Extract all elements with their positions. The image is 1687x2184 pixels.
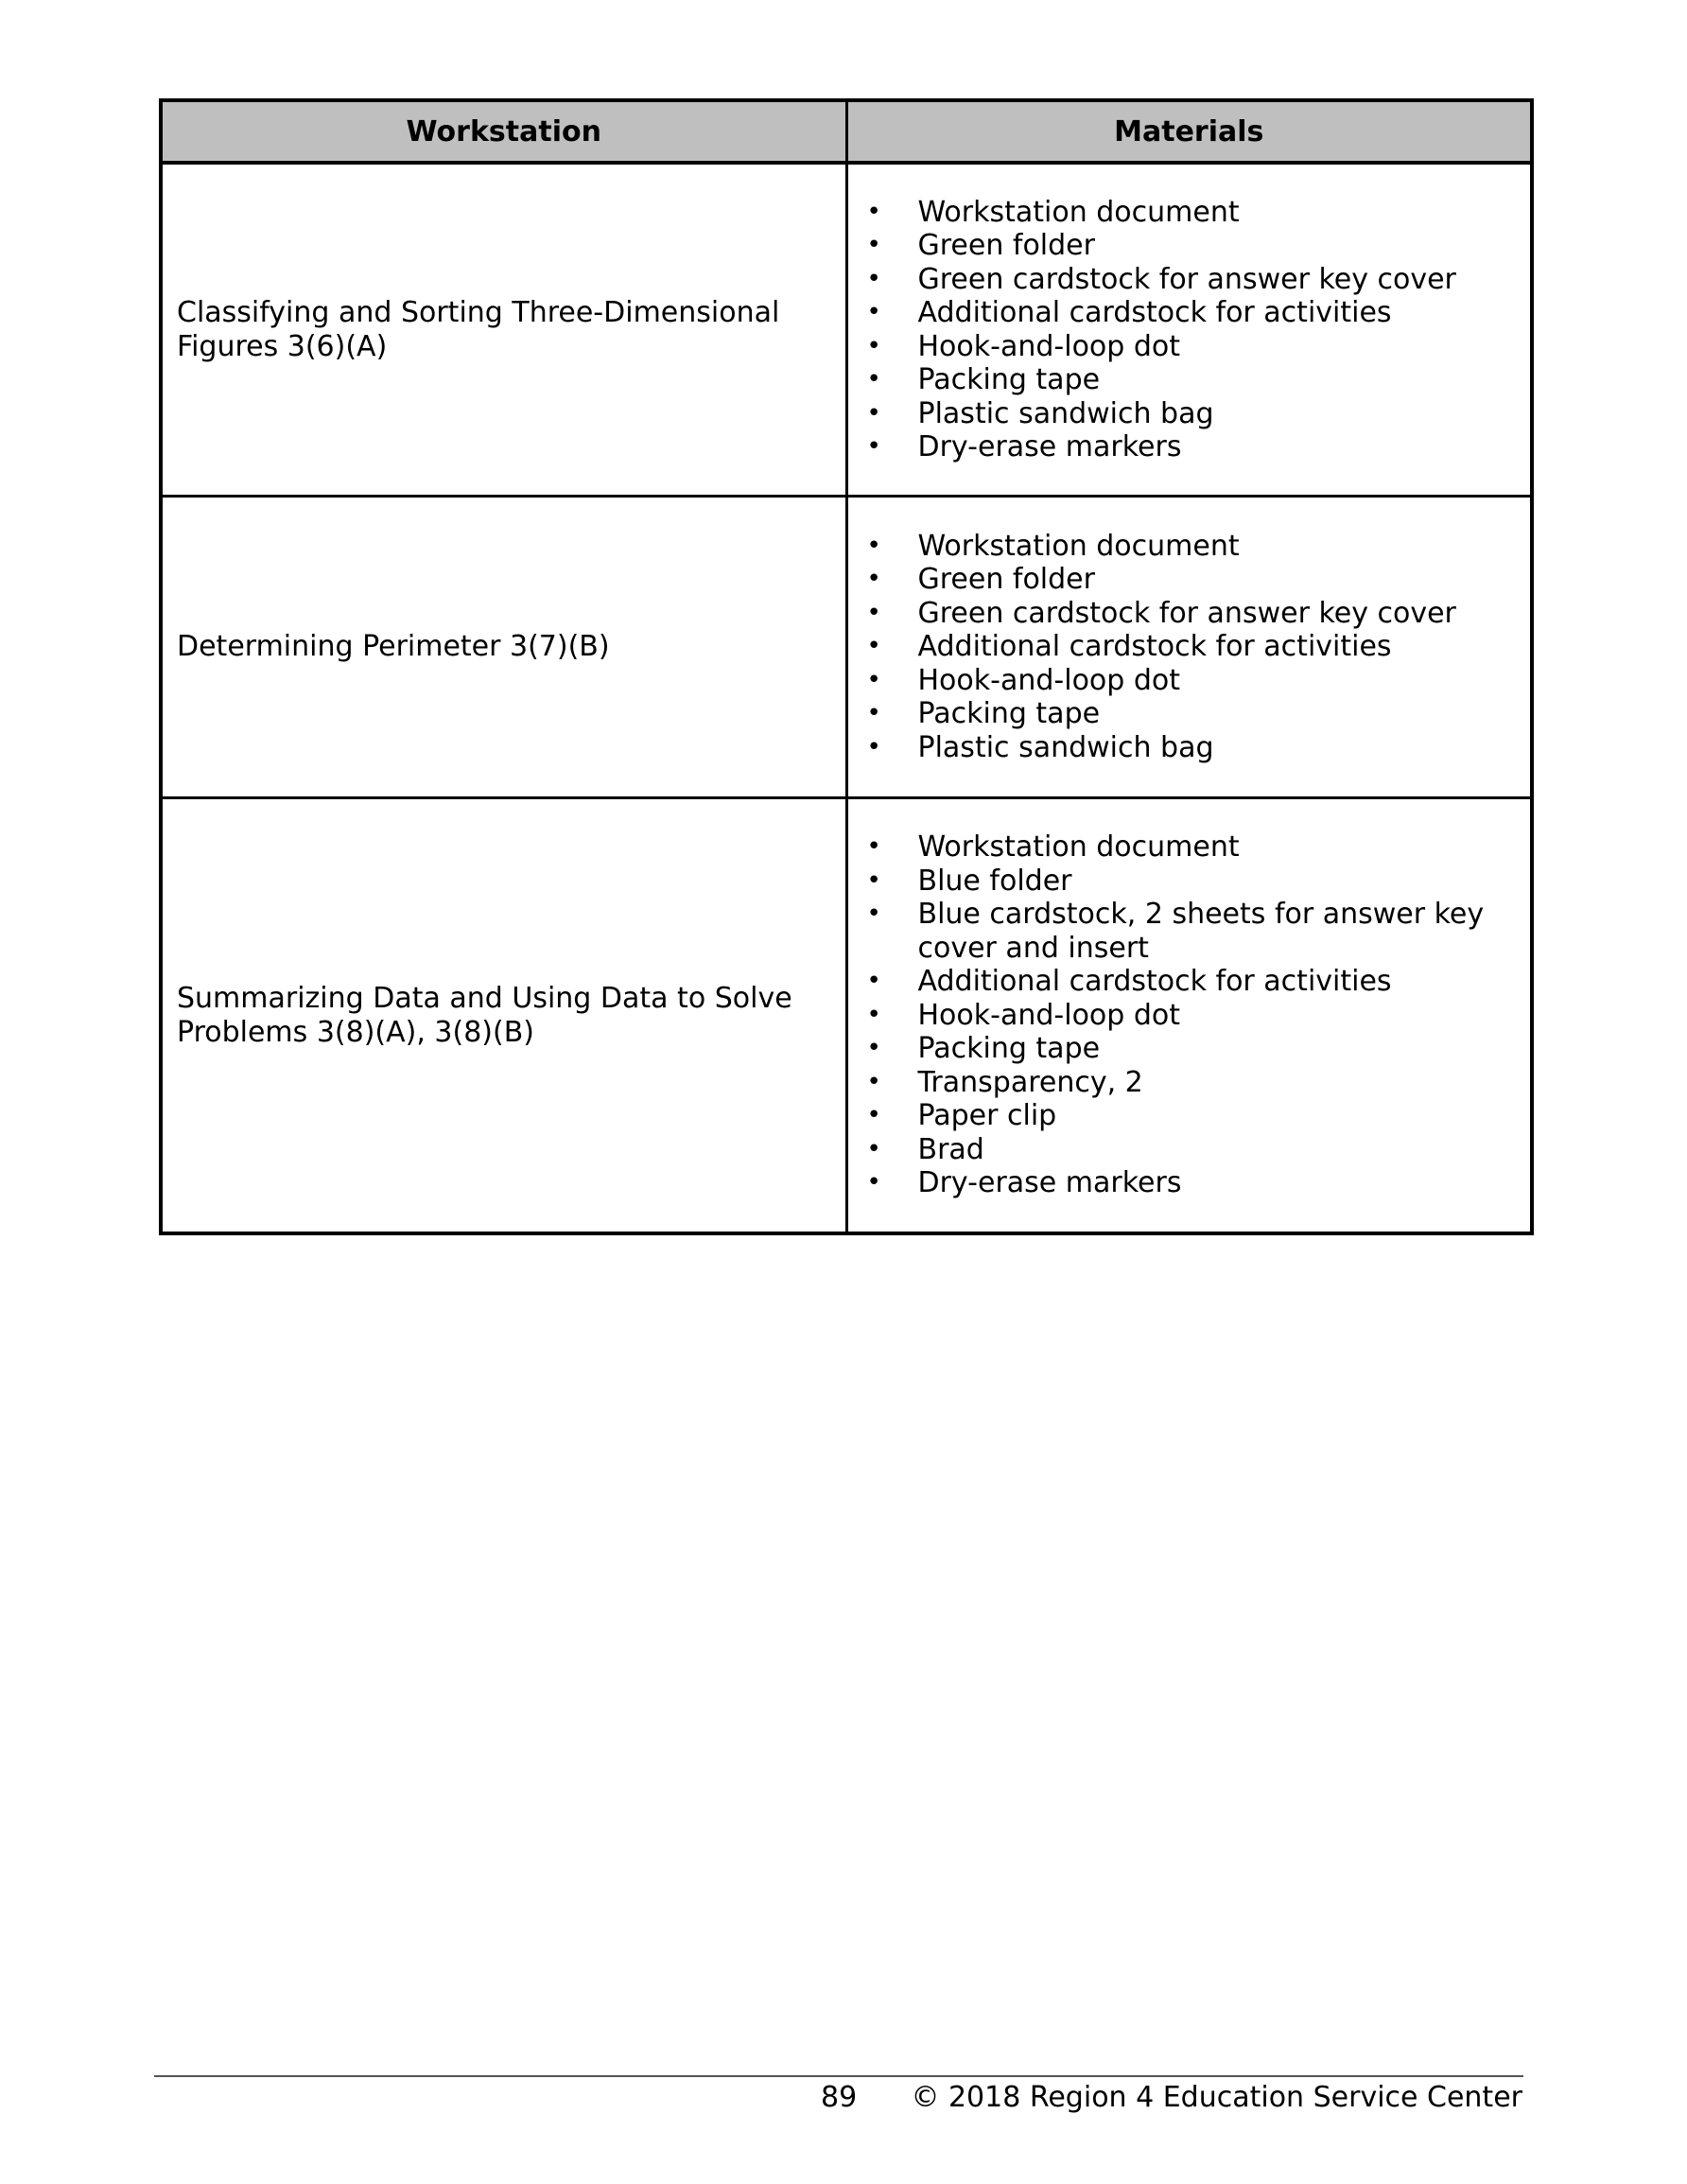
material-item-label: Hook-and-loop dot: [917, 329, 1181, 363]
list-item: [861, 397, 1518, 431]
bullet-icon: •: [866, 1000, 881, 1029]
bullet-icon: •: [866, 865, 881, 895]
list-item: [861, 430, 1518, 464]
table-row: [161, 497, 1532, 798]
list-item: [861, 597, 1518, 631]
material-item-label: Green cardstock for answer key cover: [917, 262, 1456, 296]
bullet-icon: •: [866, 900, 881, 929]
bullet-icon: •: [866, 264, 881, 293]
material-item-label: Hook-and-loop dot: [917, 663, 1181, 697]
list-item: [861, 999, 1518, 1033]
material-item-label: Workstation document: [917, 195, 1240, 229]
footer-divider: [154, 2075, 1523, 2077]
copyright-notice: © 2018 Region 4 Education Service Center: [911, 2081, 1522, 2114]
list-item: [861, 563, 1518, 597]
bullet-icon: •: [866, 565, 881, 594]
material-item-label: Additional cardstock for activities: [917, 296, 1392, 329]
list-item: [861, 898, 1518, 965]
materials-list: [861, 196, 1518, 464]
bullet-icon: •: [866, 432, 881, 461]
material-item-label: Green cardstock for answer key cover: [917, 596, 1456, 630]
materials-list: [861, 530, 1518, 765]
list-item: [861, 229, 1518, 263]
material-item-label: Hook-and-loop dot: [917, 998, 1181, 1032]
material-item-label: Plastic sandwich bag: [917, 730, 1214, 764]
page-number: 89: [821, 2081, 858, 2114]
list-item: [861, 196, 1518, 230]
bullet-icon: •: [866, 365, 881, 393]
materials-header: Materials: [846, 100, 1532, 163]
material-item-label: Additional cardstock for activities: [917, 630, 1392, 664]
header-row: [161, 100, 1532, 163]
bullet-icon: •: [866, 531, 881, 560]
workstation-cell: Summarizing Data and Using Data to Solve Problems 3(8)(A), 3(8)(B): [161, 798, 846, 1234]
list-item: [861, 664, 1518, 698]
materials-list: [861, 830, 1518, 1200]
list-item: [861, 363, 1518, 397]
list-item: [861, 865, 1518, 899]
list-item: [861, 296, 1518, 330]
list-item: [861, 830, 1518, 865]
material-item-label: Packing tape: [917, 697, 1101, 731]
table-row: [161, 798, 1532, 1234]
table-row: [161, 163, 1532, 497]
bullet-icon: •: [866, 832, 881, 862]
list-item: [861, 697, 1518, 731]
material-item-label: Dry-erase markers: [917, 430, 1182, 463]
list-item: [861, 1133, 1518, 1167]
materials-cell: [846, 163, 1532, 497]
workstation-cell: Classifying and Sorting Three-Dimensional Figures 3(6)(A): [161, 163, 846, 497]
bullet-icon: •: [866, 967, 881, 996]
materials-cell: [846, 798, 1532, 1234]
bullet-icon: •: [866, 1067, 881, 1096]
workstation-cell: Determining Perimeter 3(7)(B): [161, 497, 846, 798]
bullet-icon: •: [866, 632, 881, 661]
material-item-label: Workstation document: [917, 830, 1240, 865]
bullet-icon: •: [866, 1034, 881, 1063]
material-item-label: Brad: [917, 1132, 984, 1166]
material-item-label: Blue folder: [917, 864, 1072, 898]
list-item: [861, 330, 1518, 364]
material-item-label: Workstation document: [917, 529, 1240, 563]
material-item-label: Paper clip: [917, 1099, 1057, 1133]
materials-cell: [846, 497, 1532, 798]
list-item: [861, 530, 1518, 564]
material-item-label: Transparency, 2: [917, 1065, 1143, 1099]
list-item: [861, 965, 1518, 999]
workstation-header: Workstation: [161, 100, 846, 163]
bullet-icon: •: [866, 398, 881, 428]
bullet-icon: •: [866, 1134, 881, 1163]
list-item: [861, 1099, 1518, 1133]
bullet-icon: •: [866, 1101, 881, 1130]
list-item: [861, 1066, 1518, 1100]
list-item: [861, 263, 1518, 297]
materials-table: [159, 98, 1534, 1235]
bullet-icon: •: [866, 1168, 881, 1197]
bullet-icon: •: [866, 598, 881, 627]
bullet-icon: •: [866, 665, 881, 694]
material-item-label: Blue cardstock, 2 sheets for answer key cover and insert: [917, 898, 1485, 965]
bullet-icon: •: [866, 331, 881, 360]
material-item-label: Green folder: [917, 229, 1095, 262]
list-item: [861, 630, 1518, 664]
page-footer: [0, 2081, 1687, 2119]
bullet-icon: •: [866, 298, 881, 326]
bullet-icon: •: [866, 699, 881, 728]
bullet-icon: •: [866, 197, 881, 226]
list-item: [861, 1032, 1518, 1066]
bullet-icon: •: [866, 231, 881, 259]
list-item: [861, 731, 1518, 765]
material-item-label: Additional cardstock for activities: [917, 965, 1392, 999]
list-item: [861, 1166, 1518, 1200]
material-item-label: Plastic sandwich bag: [917, 396, 1214, 430]
material-item-label: Dry-erase markers: [917, 1166, 1182, 1200]
material-item-label: Green folder: [917, 563, 1095, 597]
material-item-label: Packing tape: [917, 1032, 1101, 1066]
material-item-label: Packing tape: [917, 363, 1101, 396]
bullet-icon: •: [866, 732, 881, 761]
